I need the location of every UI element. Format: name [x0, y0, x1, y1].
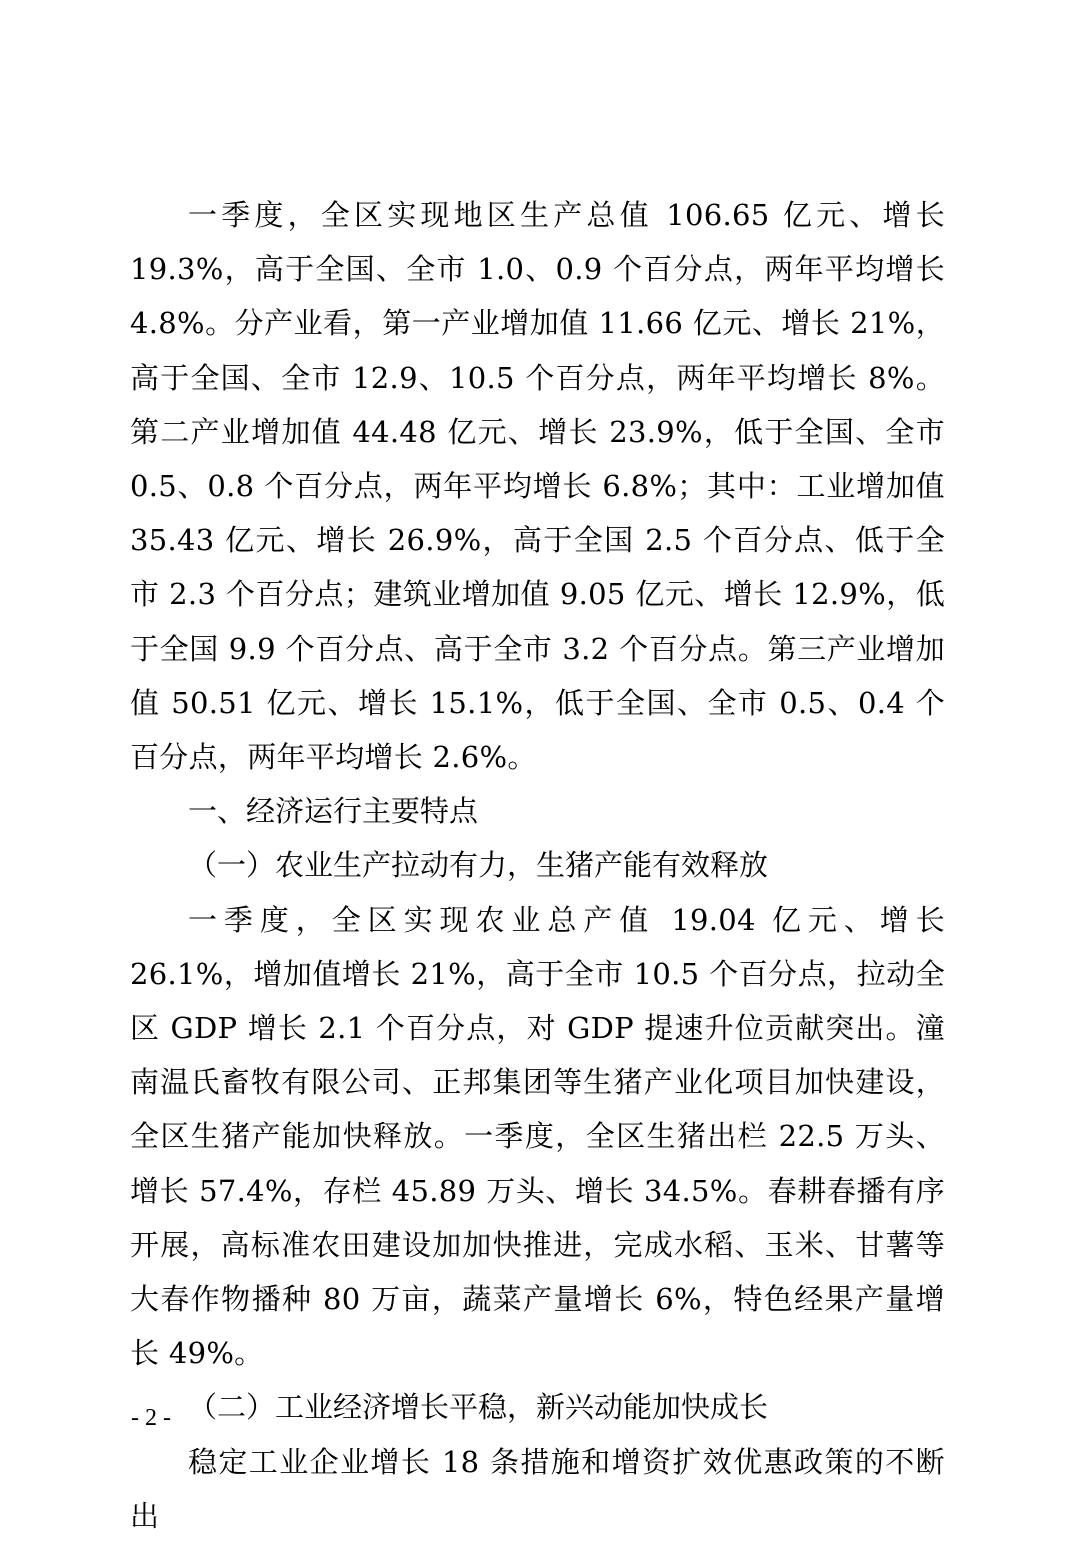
subheading-industry: （二）工业经济增长平稳，新兴动能加快成长 — [188, 1390, 769, 1425]
page-number: - 2 - — [131, 1405, 171, 1431]
document-body — [130, 188, 945, 1543]
section-heading-main-features: 一、经济运行主要特点 — [188, 794, 479, 829]
subheading-agriculture: （一）农业生产拉动有力，生猪产能有效释放 — [188, 848, 769, 883]
paragraph-gdp-overview: 一季度，全区实现地区生产总值 106.65 亿元、增长 19.3%，高于全国、全市 1.0、0.9 个百分点，两年平均增长 4.8%。分产业看，第一产业增加值 11.66 亿元、增长 21%，高于全国、全市 12.9、10.5 个百分点，两年平均增长 8%。第二产业增加值 44.48 亿元、增长 23.9%，低于全国、全市 0.5、0.8 个百分点，两年平均增长 6.8%；其中：工业增加值 35.43 亿元、增长 26.9%，高于全国 2.5 个百分点、低于全市 2.3 个百分点；建筑业增加值 9.05 亿元、增长 12.9%，低于全国 9.9 个百分点、高于全市 3.2 个百分点。第三产业增加值 50.51 亿元、增长 15.1%，低于全国、全市 0.5、0.4 个百分点，两年平均增长 2.6%。 — [130, 198, 945, 775]
paragraph-agriculture: 一季度，全区实现农业总产值 19.04 亿元、增长 26.1%，增加值增长 21%，高于全市 10.5 个百分点，拉动全区 GDP 增长 2.1 个百分点，对 GDP 提速升位贡献突出。潼南温氏畜牧有限公司、正邦集团等生猪产业化项目加快建设，全区生猪产能加快释放。一季度，全区生猪出栏 22.5 万头、增长 57.4%，存栏 45.89 万头、增长 34.5%。春耕春播有序开展，高标准农田建设加加快推进，完成水稻、玉米、甘薯等大春作物播种 80 万亩，蔬菜产量增长 6%，特色经果产量增长 49%。 — [130, 902, 945, 1371]
paragraph-industry: 稳定工业企业增长 18 条措施和增资扩效优惠政策的不断出 — [130, 1444, 945, 1533]
